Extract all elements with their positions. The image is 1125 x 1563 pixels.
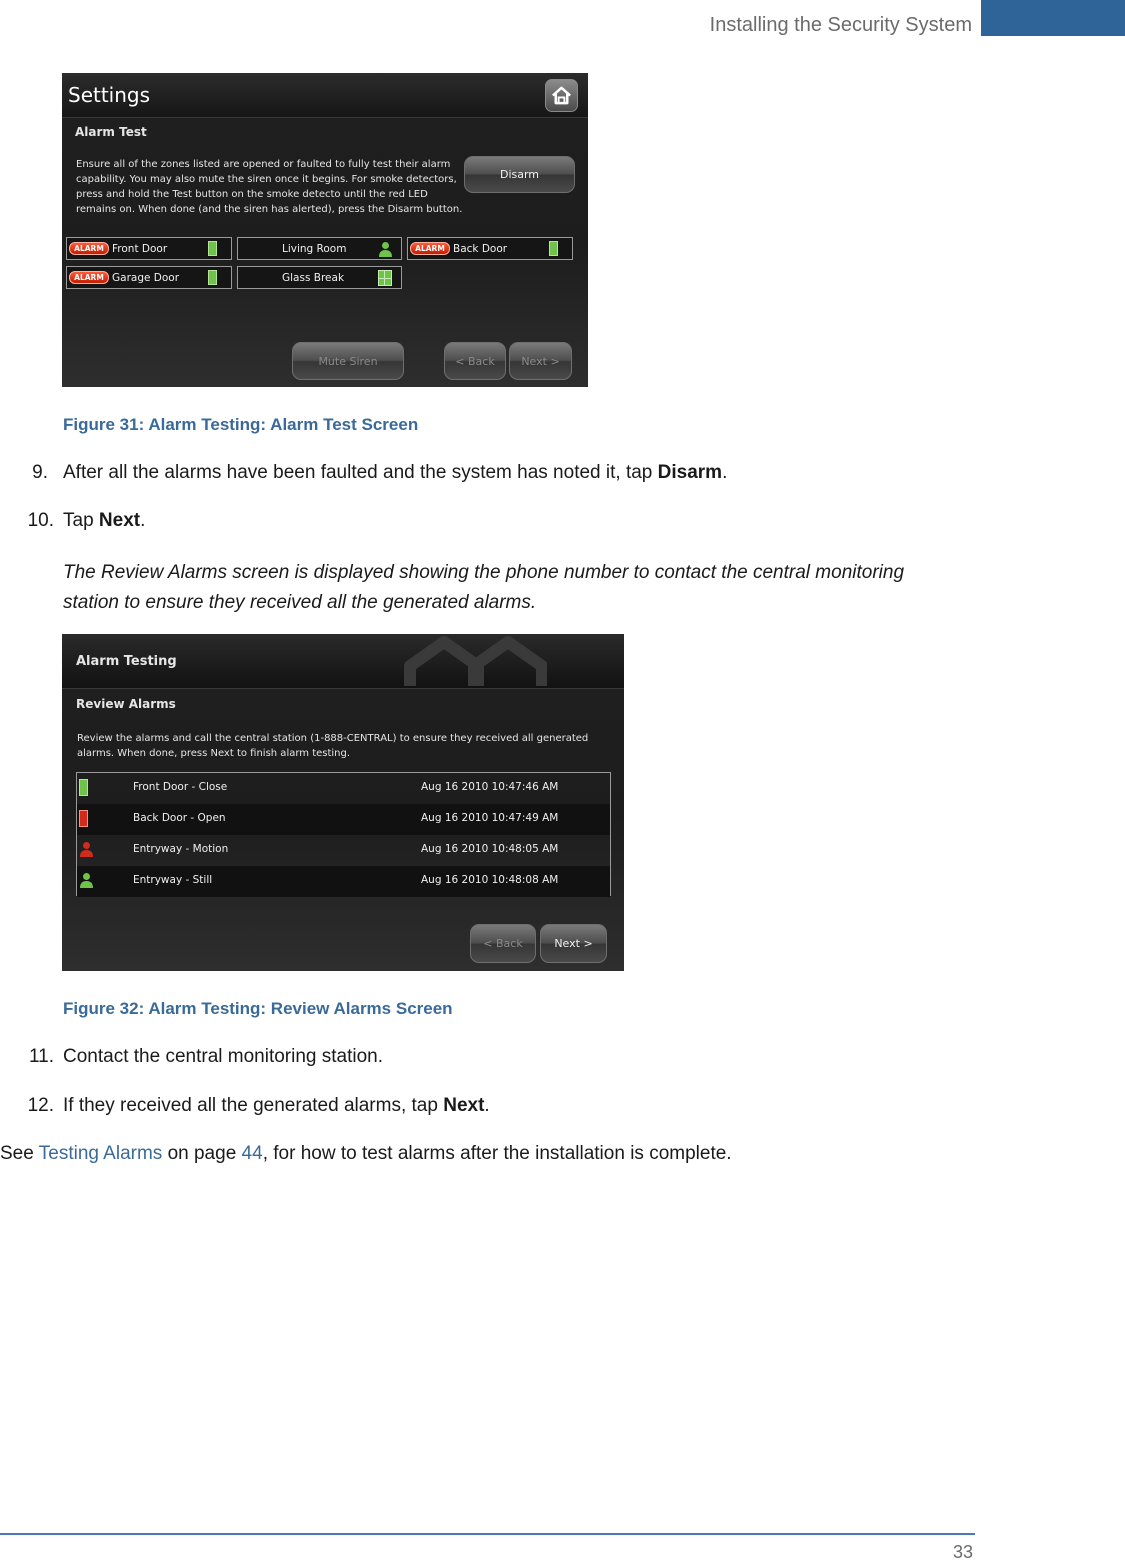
alarm-event-table [76,772,611,896]
step-text-pre: After all the alarms have been faulted and the system has noted it, tap [63,462,658,483]
screen-title-bar [62,634,624,689]
zone-label: Living Room [282,243,347,255]
step-text-post: . [722,462,728,483]
step-text-bold: Next [98,510,141,531]
see-also-mid: on page [162,1143,242,1164]
event-name: Entryway - Still [133,874,213,886]
table-row[interactable] [77,773,610,804]
see-also-post: , for how to test alarms after the installation is complete. [262,1143,732,1164]
step-number: 11. [28,1046,54,1067]
footer-rule [0,1533,975,1535]
section-heading: Review Alarms [76,697,176,711]
home-button[interactable] [545,79,578,112]
see-also-pre: See [0,1143,39,1164]
instructions-text: Ensure all of the zones listed are opened or faulted to fully test their alarm capability. You may also mute the siren once it begins. For smoke detectors, press and hold the Test button on the smoke detecto until the red LED remains on. When done (and the siren has alerted), press the Disarm button. [76,159,463,215]
zone-label: Garage Door [112,272,180,284]
screen-title: Alarm Testing [76,654,177,669]
motion-still-icon [79,872,94,889]
screen-title: Settings [68,83,151,107]
alarm-test-screen [62,73,588,387]
alarm-badge: ALARM [410,242,450,255]
step-number: 9. [32,462,48,483]
step-text-bold: Disarm [657,462,723,483]
zone-living-room[interactable] [237,237,402,260]
result-note: The Review Alarms screen is displayed showing the phone number to contact the central monitoring station to ensure they received all the generated alarms. [63,562,905,613]
event-time: Aug 16 2010 10:47:46 AM [421,781,559,793]
header-accent-bar [981,0,1125,36]
step-text-post: . [140,510,146,531]
step-text [63,1095,490,1117]
central-station-phone: 1-888-CENTRAL [314,733,393,744]
zone-glass-break[interactable] [237,266,402,289]
testing-alarms-link[interactable]: Testing Alarms [38,1143,163,1164]
home-icon [550,84,573,107]
review-alarms-screen [62,634,624,971]
alarm-badge: ALARM [69,242,109,255]
glass-break-icon [378,270,392,286]
figure-caption: Figure 31: Alarm Testing: Alarm Test Screen [63,415,419,434]
step-text-post: . [484,1095,490,1116]
table-row[interactable] [77,866,610,897]
back-button[interactable]: < Back [444,342,506,380]
back-button[interactable]: < Back [470,924,536,963]
zone-label: Glass Break [282,272,345,284]
figure-caption: Figure 32: Alarm Testing: Review Alarms Screen [63,999,453,1018]
event-time: Aug 16 2010 10:48:08 AM [421,874,559,886]
screen-title-bar [62,73,588,118]
motion-active-icon [79,841,94,858]
event-name: Back Door - Open [133,812,226,824]
step-text [63,462,727,484]
section-heading: Alarm Test [75,125,147,139]
door-open-icon [79,810,88,827]
mute-siren-button[interactable]: Mute Siren [292,342,404,380]
door-closed-icon [549,241,558,256]
instructions-text [77,731,597,761]
table-row[interactable] [77,835,610,866]
event-time: Aug 16 2010 10:48:05 AM [421,843,559,855]
home-watermark-icon [402,636,547,688]
step-text-pre: Contact the central monitoring station. [63,1046,384,1067]
zone-garage-door[interactable] [66,266,232,289]
step-text-pre: If they received all the generated alarms, tap [63,1095,444,1116]
zone-label: Back Door [453,243,508,255]
step-text-bold: Next [443,1095,485,1116]
next-button[interactable]: Next > [509,342,572,380]
step-text [63,510,145,532]
step-text-pre: Tap [63,510,99,531]
step-text [63,1046,383,1068]
instructions-pre: Review the alarms and call the central station ( [77,733,315,744]
page-44-link[interactable]: 44 [241,1143,263,1164]
page-number: 33 [952,1542,973,1562]
motion-still-icon [378,241,393,258]
table-row[interactable] [77,804,610,835]
zone-front-door[interactable] [66,237,232,260]
event-time: Aug 16 2010 10:47:49 AM [421,812,559,824]
instructions-post: ) to ensure they received all generated alarms. When done, press Next to finish alarm testing. [77,733,589,759]
step-number: 10. [27,510,54,531]
zone-back-door[interactable] [407,237,573,260]
alarm-badge: ALARM [69,271,109,284]
zone-label: Front Door [112,243,168,255]
disarm-button[interactable]: Disarm [464,156,575,193]
door-closed-icon [208,241,217,256]
door-closed-icon [79,779,88,796]
step-number: 12. [27,1095,54,1116]
door-closed-icon [208,270,217,285]
next-button[interactable]: Next > [540,924,607,963]
page-header-title: Installing the Security System [709,14,972,36]
event-name: Front Door - Close [133,781,228,793]
event-name: Entryway - Motion [133,843,229,855]
see-also-paragraph [0,1143,732,1165]
